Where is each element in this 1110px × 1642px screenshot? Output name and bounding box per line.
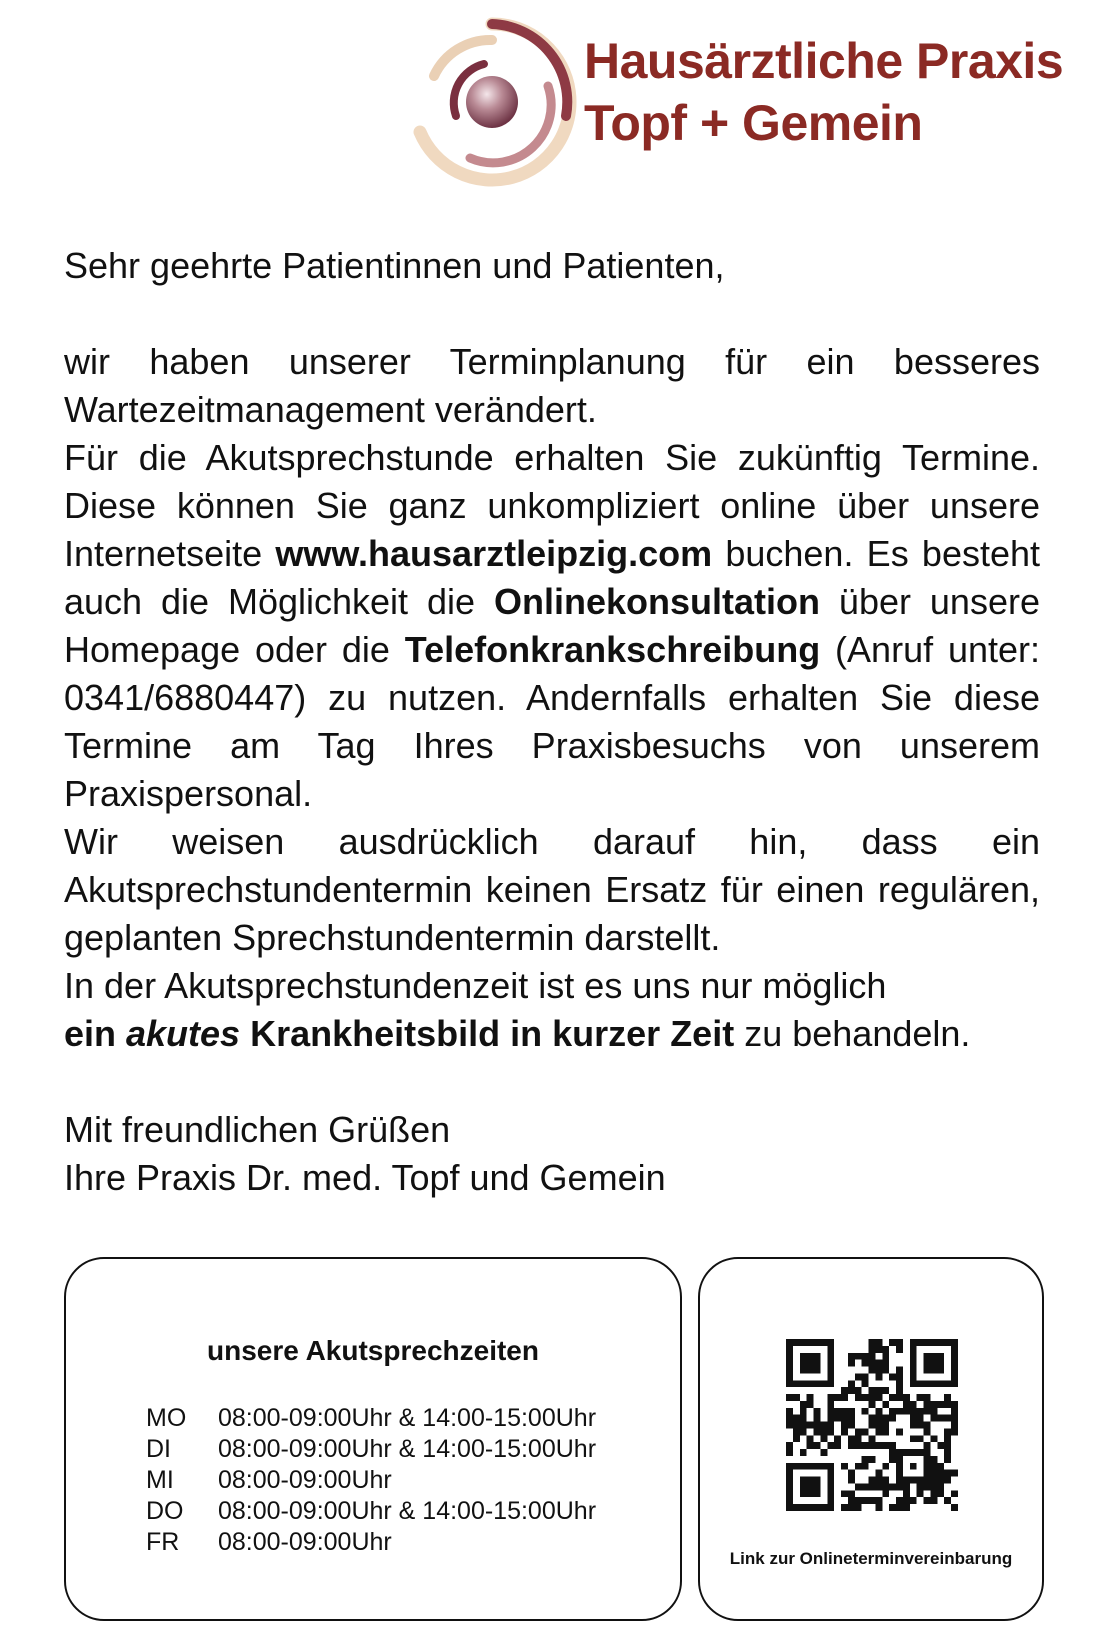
hours-row xyxy=(146,1496,596,1527)
hours-title: unsere Akutsprechzeiten xyxy=(207,1335,539,1366)
text-segment: ein xyxy=(64,1013,127,1054)
hours-row xyxy=(146,1465,596,1496)
text-segment: über unsere Homepage oder die xyxy=(64,581,1040,670)
text-segment: (Anruf unter: 0341/6880447) zu nutzen. Andernfalls erhalten Sie diese Termine am Tag Ihres Praxisbesuchs von unserem Praxispersonal. xyxy=(64,629,1040,814)
practice-name-line2: Topf + Gemein xyxy=(584,95,923,151)
header xyxy=(0,0,1110,200)
text-segment: buchen. Es besteht auch die Möglichkeit die xyxy=(64,533,1041,622)
qr-caption: Link zur Onlineterminvereinbarung xyxy=(729,1549,1013,1568)
hours-day: MI xyxy=(146,1466,174,1494)
letter-body xyxy=(64,242,1040,1202)
practice-logo-icon xyxy=(406,16,578,188)
paragraph-hinweis: Wir weisen ausdrücklich darauf hin, dass ein Akutsprechstundentermin keinen Ersatz für einen regulären, geplanten Sprechstundentermin darstellt. xyxy=(64,821,1040,958)
qr-box xyxy=(698,1257,1044,1621)
text-segment: akutes xyxy=(126,1013,241,1054)
hours-table xyxy=(146,1403,596,1558)
practice-name-line1: Hausärztliche Praxis xyxy=(584,33,1064,89)
hours-day: FR xyxy=(146,1528,180,1556)
text-segment: Für die Akutsprechstunde erhalten Sie zukünftig Termine. Diese können Sie ganz unkompliziert online über unsere Internetseite xyxy=(64,437,1040,574)
paragraph-akutsprechstunde xyxy=(64,434,1040,818)
hours-row xyxy=(146,1403,596,1434)
text-segment: zu behandeln. xyxy=(734,1013,971,1054)
salutation: Sehr geehrte Patientinnen und Patienten, xyxy=(64,245,725,286)
hours-day: DO xyxy=(146,1497,184,1525)
paragraph-akutzeit-line1: In der Akutsprechstundenzeit ist es uns nur möglich xyxy=(64,965,887,1006)
practice-name xyxy=(584,30,1063,154)
text-segment: Krankheitsbild in kurzer Zeit xyxy=(240,1013,735,1054)
paragraph-akutzeit-line2 xyxy=(64,1010,1040,1058)
paragraph-terminplanung: wir haben unserer Terminplanung für ein besseres Wartezeitmanagement verändert. xyxy=(64,341,1040,430)
website-link[interactable]: www.hausarztleipzig.com xyxy=(275,533,713,574)
spacer xyxy=(64,1058,1040,1106)
closing-greeting: Mit freundlichen Grüßen xyxy=(64,1109,451,1150)
hours-day: DI xyxy=(146,1435,171,1463)
phone-sick-note-term: Telefonkrankschreibung xyxy=(404,629,821,670)
closing-signature: Ihre Praxis Dr. med. Topf und Gemein xyxy=(64,1157,666,1198)
online-consultation-term: Onlinekonsultation xyxy=(493,581,820,622)
hours-row xyxy=(146,1527,596,1558)
hours-row xyxy=(146,1434,596,1465)
hours-box xyxy=(64,1257,682,1621)
hours-time: 08:00-09:00Uhr xyxy=(218,1466,392,1494)
hours-time: 08:00-09:00Uhr & 14:00-15:00Uhr xyxy=(218,1404,597,1432)
qr-code-icon[interactable] xyxy=(786,1339,958,1511)
hours-time: 08:00-09:00Uhr & 14:00-15:00Uhr xyxy=(218,1435,597,1463)
hours-time: 08:00-09:00Uhr & 14:00-15:00Uhr xyxy=(218,1497,597,1525)
hours-time: 08:00-09:00Uhr xyxy=(218,1528,392,1556)
hours-day: MO xyxy=(146,1404,187,1432)
